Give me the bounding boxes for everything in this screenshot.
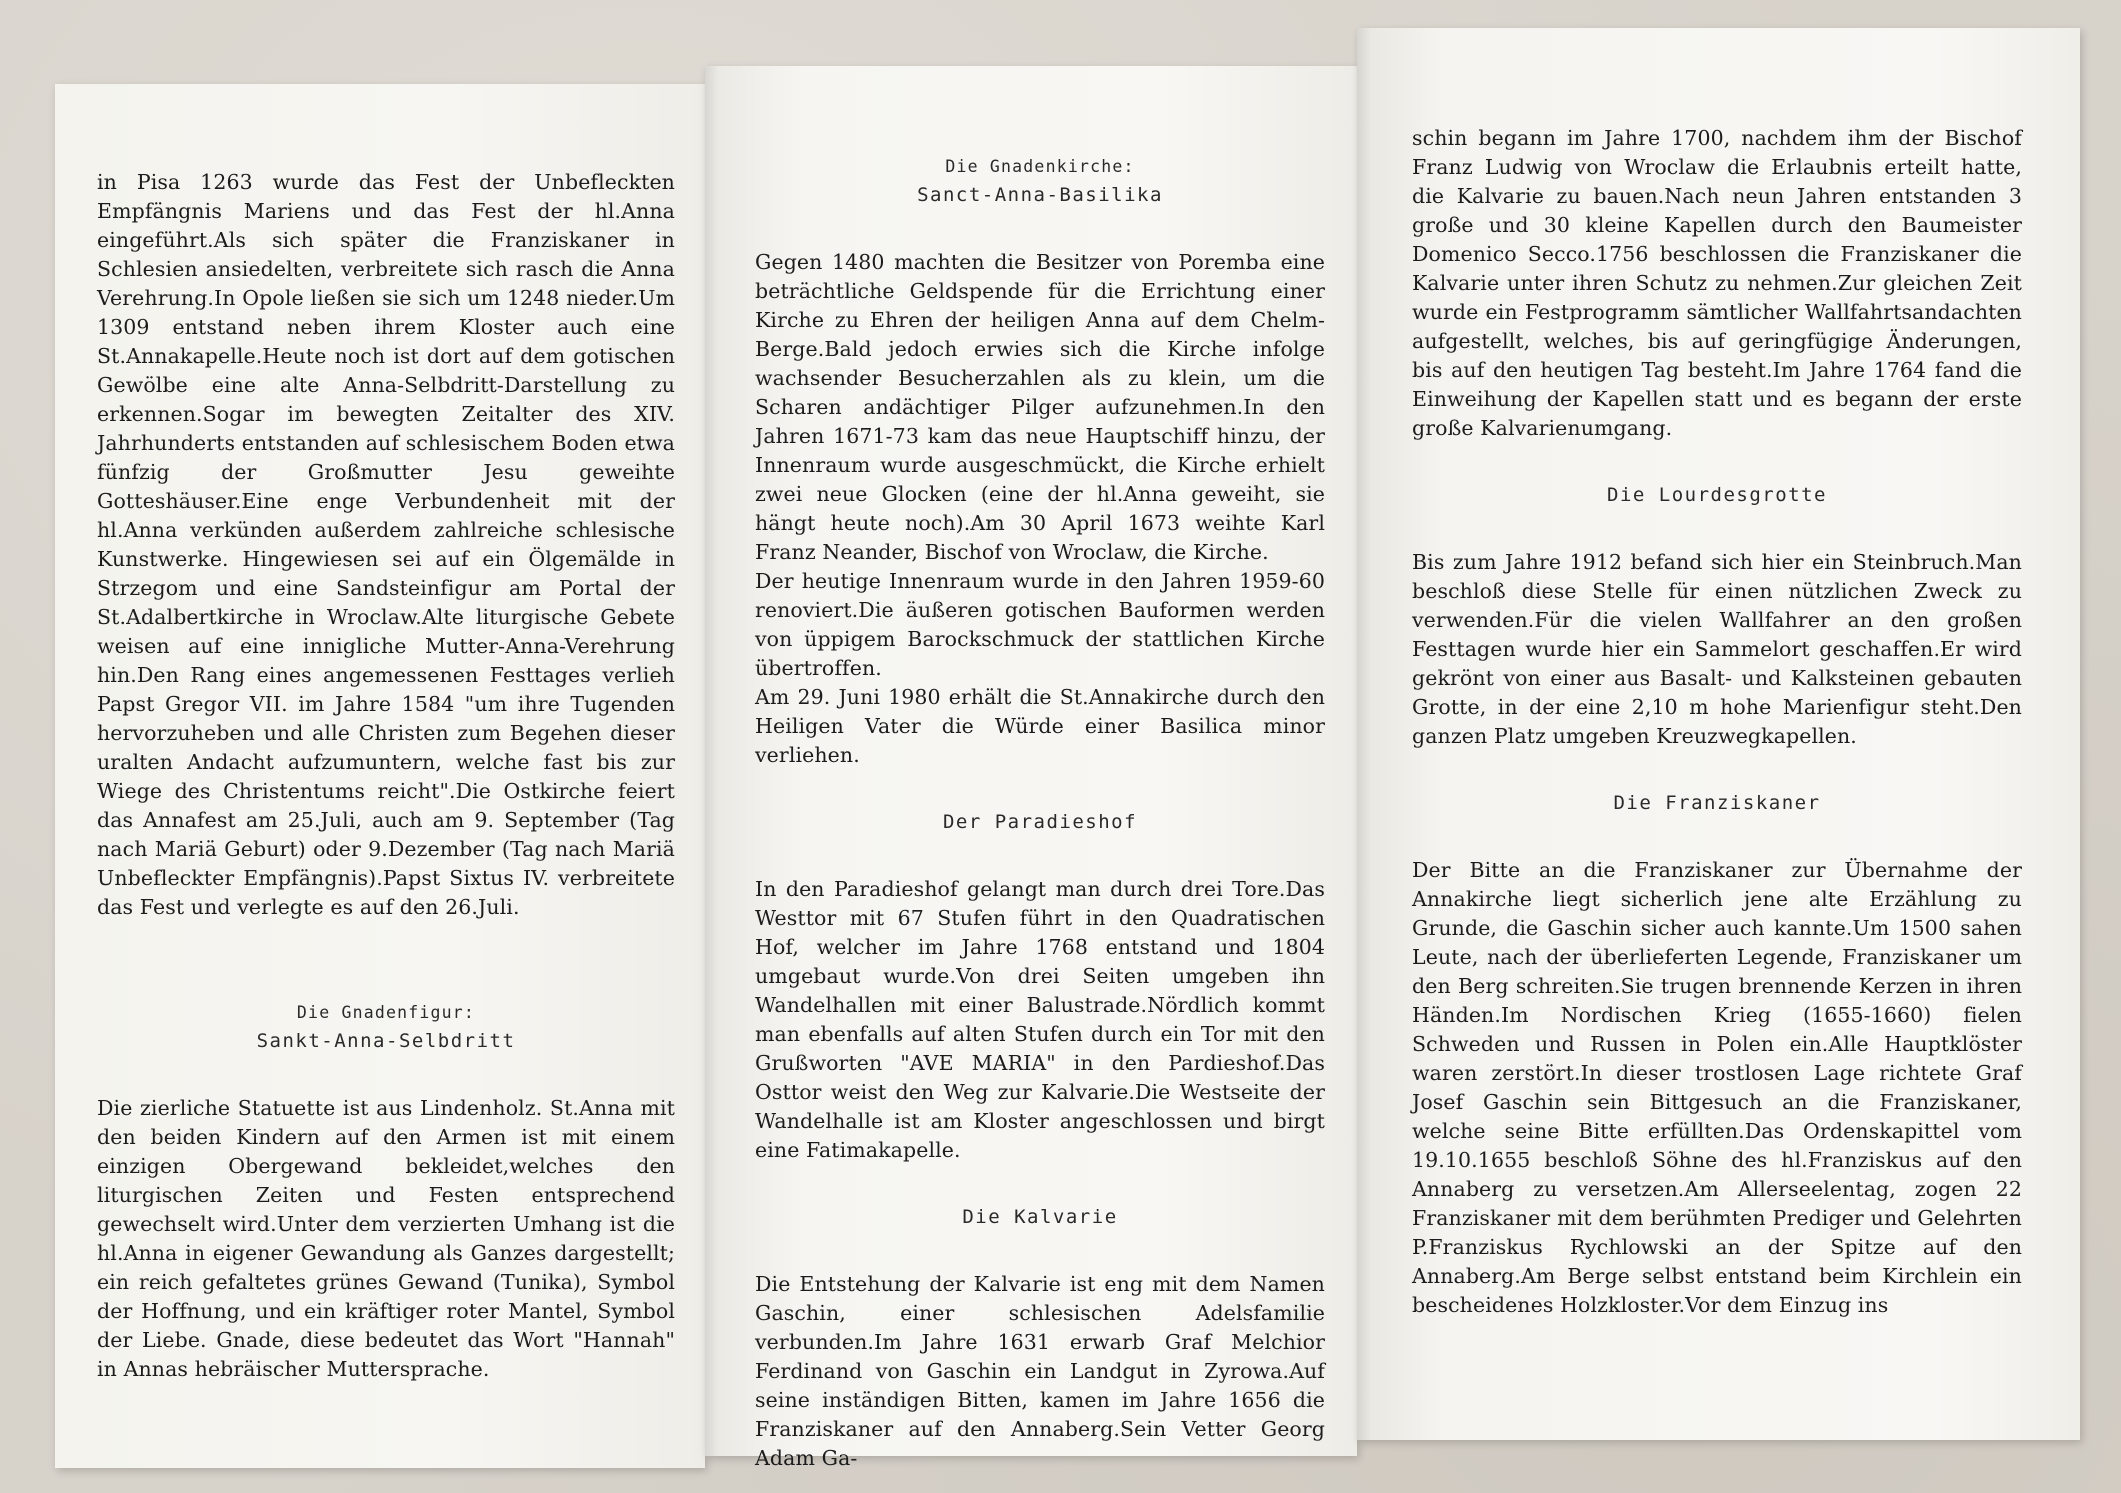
heading-sankt-anna-selbdritt: Sankt-Anna-Selbdritt bbox=[256, 1030, 516, 1052]
panel-middle-text bbox=[755, 152, 1332, 1473]
heading-gnadenfigur-label: Die Gnadenfigur: bbox=[296, 1003, 476, 1022]
paragraph-franziskaner: Der Bitte an die Franziskaner zur Übernahme der Annakirche liegt sicherlich jene alte Erzählung zu Grunde, die Gaschin sicher auch kannte.Um 1500 sahen Leute, nach der überlieferten Legende, Franziskaner um den Berg schreiten.Sie trugen brennende Kerzen in ihren Händen.Im Nordischen Krieg (1655-1660) fielen Schweden und Russen in Polen ein.Alle Hauptklöster waren zerstört.In dieser trostlosen Lage richtete Graf Josef Gaschin sein Bittgesuch an die Franziskaner, welche seine Bitte erfüllten.Das Ordenskapittel vom 19.10.1655 beschloß Söhne des hl.Franziskus auf den Annaberg zu versetzen.Am Allerseelentag, zogen 22 Franziskaner mit dem berühmten Prediger und Gelehrten P.Franziskus Rychlowski an der Spitze auf den Annaberg.Am Berge selbst entstand beim Kirchlein ein bescheidenes Holzkloster.Vor dem Einzug ins bbox=[1412, 858, 2029, 1317]
heading-sanct-anna-basilika: Sanct-Anna-Basilika bbox=[917, 184, 1163, 206]
paragraph-basilika-history: Gegen 1480 machten die Besitzer von Poremba eine beträchtliche Geldspende für die Errichtung einer Kirche zu Ehren der heiligen Anna auf dem Chelm-Berge.Bald jedoch erwies sich die Kirche infolge wachsender Besucherzahlen als zu klein, um die Scharen andächtiger Pilger aufzunehmen.In den Jahren 1671-73 kam das neue Hauptschiff hinzu, der Innenraum wurde ausgeschmückt, die Kirche erhielt zwei neue Glocken (eine der hl.Anna geweiht, sie hängt heute noch).Am 30 April 1673 weihte Karl Franz Neander, Bischof von Wroclaw, die Kirche. bbox=[755, 250, 1332, 564]
heading-franziskaner: Die Franziskaner bbox=[1613, 792, 1821, 814]
leaflet-panel-left bbox=[55, 84, 705, 1468]
fold-crease bbox=[1357, 28, 1371, 1440]
paragraph-basilica-minor: Am 29. Juni 1980 erhält die St.Annakirche durch den Heiligen Vater die Würde einer Basilica minor verliehen. bbox=[755, 685, 1332, 767]
paragraph-kalvarie-continued: schin begann im Jahre 1700, nachdem ihm der Bischof Franz Ludwig von Wroclaw die Erlaubnis erteilt hatte, die Kalvarie zu bauen.Nach neun Jahren entstanden 3 große und 30 kleine Kapellen durch den Baumeister Domenico Secco.1756 beschlossen die Franziskaner die Kalvarie unter ihren Schutz zu nehmen.Zur gleichen Zeit wurde ein Festprogramm sämtlicher Wallfahrtsandachten aufgestellt, welches, bis auf geringfügige Änderungen, bis auf den heutigen Tag besteht.Im Jahre 1764 fand die Einweihung der Kapellen statt und es begann der erste große Kalvarienumgang. bbox=[1412, 126, 2029, 440]
panel-right-text bbox=[1412, 124, 2029, 1320]
heading-kalvarie: Die Kalvarie bbox=[962, 1206, 1118, 1228]
fold-crease bbox=[705, 66, 719, 1456]
heading-lourdesgrotte: Die Lourdesgrotte bbox=[1607, 484, 1827, 506]
paragraph-lourdesgrotte: Bis zum Jahre 1912 befand sich hier ein Steinbruch.Man beschloß diese Stelle für einen nützlichen Zweck zu verwenden.Für die vielen Wallfahrer an den großen Festtagen wurde hier ein Sammelort geschaffen.Er wird gekrönt von einer aus Basalt- und Kalksteinen gebauten Grotte, in der eine 2,10 m hohe Marienfigur steht.Den ganzen Platz umgeben Kreuzwegkapellen. bbox=[1412, 550, 2029, 748]
paragraph-anna-veneration: in Pisa 1263 wurde das Fest der Unbefleckten Empfängnis Mariens und das Fest der hl.Anna eingeführt.Als sich später die Franziskaner in Schlesien ansiedelten, verbreitete sich rasch die Anna Verehrung.In Opole ließen sie sich um 1248 nieder.Um 1309 entstand neben ihrem Kloster auch eine St.Annakapelle.Heute noch ist dort auf dem gotischen Gewölbe eine alte Anna-Selbdritt-Darstellung zu erkennen.Sogar im bewegten Zeitalter des XIV. Jahrhunderts entstanden auf schlesischem Boden etwa fünfzig der Großmutter Jesu geweihte Gotteshäuser.Eine enge Verbundenheit mit der hl.Anna verkünden außerdem zahlreiche schlesische Kunstwerke. Hingewiesen sei auf ein Ölgemälde in Strzegom und eine Sandsteinfigur am Portal der St.Adalbertkirche in Wroclaw.Alte liturgische Gebete weisen auf eine innigliche Mutter-Anna-Verehrung hin.Den Rang eines angemessenen Festtages verlieh Papst Gregor VII. im Jahre 1584 "um ihre Tugenden hervorzuheben und alle Christen zum Begehen dieser uralten Andacht aufzumuntern, welche fast bis zur Wiege des Christentums reicht".Die Ostkirche feiert das Annafest am 25.Juli, auch am 9. September (Tag nach Mariä Geburt) oder 9.Dezember (Tag nach Mariä Unbefleckter Empfängnis).Papst Sixtus IV. verbreitete das Fest und verlegte es auf den 26.Juli. bbox=[97, 170, 682, 919]
paragraph-paradieshof: In den Paradieshof gelangt man durch drei Tore.Das Westtor mit 67 Stufen führt in den Quadratischen Hof, welcher im Jahre 1768 entstand und 1804 umgebaut wurde.Von drei Seiten umgeben ihn Wandelhallen mit einer Balustrade.Nördlich kommt man ebenfalls auf alten Stufen durch ein Tor mit den Grußworten "AVE MARIA" in den Pardieshof.Das Osttor weist den Weg zur Kalvarie.Die Westseite der Wandelhalle ist am Kloster angeschlossen und birgt eine Fatimakapelle. bbox=[755, 877, 1332, 1162]
paragraph-kalvarie: Die Entstehung der Kalvarie ist eng mit dem Namen Gaschin, einer schlesischen Adelsfamilie verbunden.Im Jahre 1631 erwarb Graf Melchior Ferdinand von Gaschin ein Landgut in Zyrowa.Auf seine inständigen Bitten, kamen im Jahre 1656 die Franziskaner auf den Annaberg.Sein Vetter Georg Adam Ga- bbox=[755, 1272, 1332, 1470]
panel-left-text bbox=[97, 168, 682, 1384]
paragraph-renovation: Der heutige Innenraum wurde in den Jahren 1959-60 renoviert.Die äußeren gotischen Bauformen werden von üppigem Barockschmuck der stattlichen Kirche übertroffen. bbox=[755, 569, 1332, 680]
leaflet-panel-middle bbox=[705, 66, 1357, 1470]
leaflet-panel-right bbox=[1357, 28, 2080, 1440]
paragraph-statuette: Die zierliche Statuette ist aus Lindenholz. St.Anna mit den beiden Kindern auf den Armen ist mit einem einzigen Obergewand bekleidet,welches den liturgischen Zeiten und Festen entsprechend gewechselt wird.Unter dem verzierten Umhang ist die hl.Anna in eigener Gewandung als Ganzes dargestellt; ein reich gefaltetes grünes Gewand (Tunika), Symbol der Hoffnung, und ein kräftiger roter Mantel, Symbol der Liebe. Gnade, diese bedeutet das Wort "Hannah" in Annas hebräischer Muttersprache. bbox=[97, 1096, 682, 1381]
heading-gnadenkirche-label: Die Gnadenkirche: bbox=[945, 157, 1135, 176]
heading-paradieshof: Der Paradieshof bbox=[942, 811, 1138, 833]
